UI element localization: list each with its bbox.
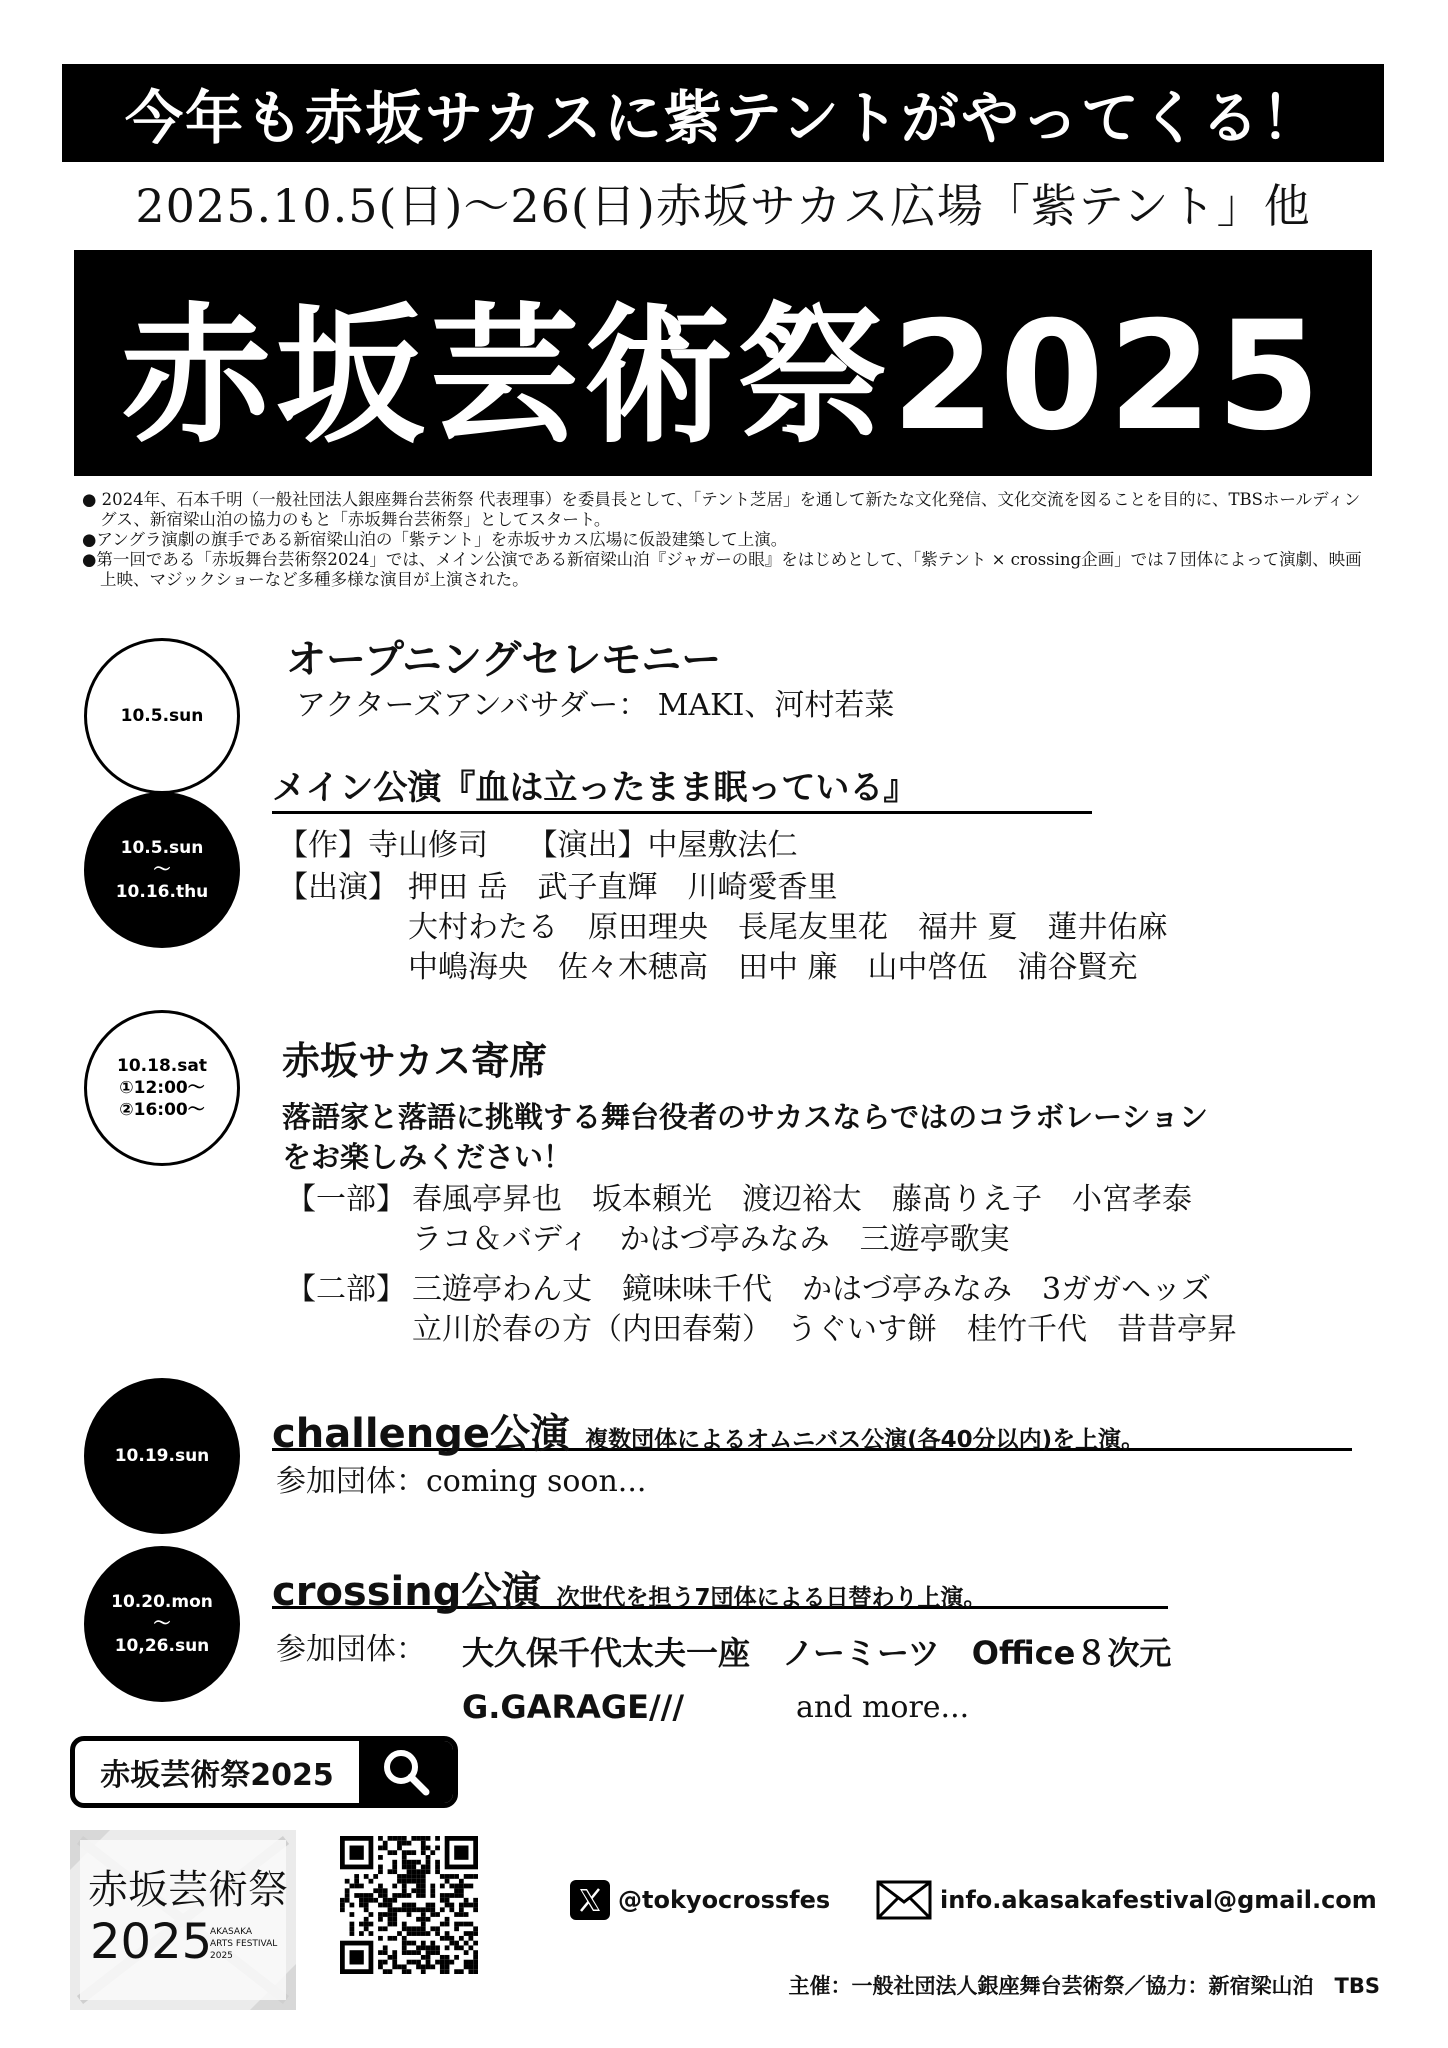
crossing-groups: 大久保千代太夫一座 ノーミーツ Office８次元 [462,1634,1172,1672]
yose-part1-line: 春風亭昇也 坂本頼光 渡辺裕太 藤髙りえ子 小宮孝泰 [412,1182,1192,1217]
main-cast-line: 大村わたる 原田理央 長尾友里花 福井 夏 蓮井佑麻 [408,910,1168,945]
challenge-title: challenge公演 [272,1411,570,1457]
date-badge-main: 10.5.sun 〜 10.16.thu [84,792,240,948]
opening-ambassador: アクターズアンバサダー： MAKI、河村若菜 [296,688,895,723]
crossing-more: and more... [796,1690,970,1725]
search-icon [380,1746,432,1798]
twitter-handle: @tokyocrossfes [618,1886,831,1914]
main-title-performance: メイン公演『血は立ったまま眠っている』 [272,760,1092,814]
yose-part2-line: 立川於春の方（内田春菊） うぐいす餅 桂竹千代 昔昔亭昇 [412,1312,1237,1347]
yose-title: 赤坂サカス寄席 [282,1039,548,1083]
event-dates: 2025.10.5(日)〜26(日)赤坂サカス広場「紫テント」他 [135,179,1311,233]
yose-part1-line: ラコ＆バディ かはづ亭みなみ 三遊亭歌実 [412,1222,1010,1257]
challenge-heading [272,1402,1352,1457]
bullet-icon: ● [82,530,97,549]
crossing-heading [272,1560,1168,1615]
intro-item: ●アングラ演劇の旗手である新宿梁山泊の「紫テント」を赤坂サカス広場に仮設建築して上演。 [82,530,788,549]
email-address: info.akasakafestival@gmail.com [940,1886,1377,1914]
bullet-icon: ● [82,550,97,569]
festival-logo [70,1830,296,2010]
search-box[interactable] [70,1736,458,1808]
yose-description: をお楽しみください！ [282,1140,573,1174]
crossing-label: 参加団体： [276,1632,426,1667]
search-text: 赤坂芸術祭2025 [100,1758,334,1793]
main-cast-line: 中嶋海央 佐々木穂高 田中 廉 山中啓伍 浦谷賢充 [408,950,1138,985]
yose-description: 落語家と落語に挑戦する舞台役者のサカスならではのコラボレーション [282,1100,1208,1134]
intro-text [82,490,1372,590]
qr-code-icon [340,1836,478,1974]
yose-part2-label: 【二部】 [286,1272,406,1307]
crossing-subtitle: 次世代を担う7団体による日替わり上演。 [556,1585,987,1611]
logo-subtext: AKASAKA ARTS FESTIVAL 2025 [210,1927,278,1961]
intro-item: ● 2024年、石本千明（一般社団法人銀座舞台芸術祭 代表理事）を委員長として、「テント芝居」を通して新たな文化発信、文化交流を図ることを目的に、TBSホールディングス、新宿梁山泊の協力のもと「赤坂舞台芸術祭」としてスタート。 [82,490,1361,529]
top-banner: 今年も赤坂サカスに紫テントがやってくる！ [62,64,1384,162]
email-contact[interactable] [876,1880,1377,1920]
challenge-subtitle: 複数団体によるオムニバス公演(各40分以内)を上演。 [585,1427,1145,1453]
crossing-title: crossing公演 [272,1569,542,1615]
yose-part1-label: 【一部】 [286,1182,406,1217]
twitter-contact[interactable] [570,1880,830,1920]
main-credits: 【作】寺山修司 【演出】中屋敷法仁 [278,828,798,863]
yose-part2-line: 三遊亭わん丈 鏡味味千代 かはづ亭みなみ 3ガガヘッズ [412,1272,1212,1307]
main-cast-label: 【出演】 [278,870,398,905]
x-logo-icon [570,1880,610,1920]
main-cast-line: 押田 岳 武子直輝 川崎愛香里 [408,870,838,905]
date-badge-opening: 10.5.sun [84,638,240,794]
qr-code[interactable] [340,1836,478,1974]
date-badge-crossing: 10.20.mon 〜 10,26.sun [84,1546,240,1702]
date-badge-challenge: 10.19.sun [84,1378,240,1534]
intro-item: ●第一回である「赤坂舞台芸術祭2024」では、メイン公演である新宿梁山泊『ジャガーの眼』をはじめとして、「紫テント × crossing企画」では７団体によって演劇、映画上映、マジックショーなど多種多様な演目が上演された。 [82,550,1362,589]
organizer-credit: 主催：一般社団法人銀座舞台芸術祭／協力：新宿梁山泊 TBS [788,1974,1380,1998]
opening-title: オープニングセレモニー [286,637,722,683]
logo-year: 2025 [90,1914,213,1970]
mail-icon [876,1880,932,1920]
search-button[interactable] [359,1741,453,1803]
main-title: 赤坂芸術祭2025 [74,250,1372,476]
challenge-participants: 参加団体：coming soon... [276,1464,647,1499]
date-badge-yose: 10.18.sat ①12:00〜 ②16:00〜 [84,1010,240,1166]
logo-title: 赤坂芸術祭 [88,1867,288,1913]
bullet-icon: ● [82,490,97,509]
crossing-groups: G.GARAGE/// [462,1688,685,1726]
